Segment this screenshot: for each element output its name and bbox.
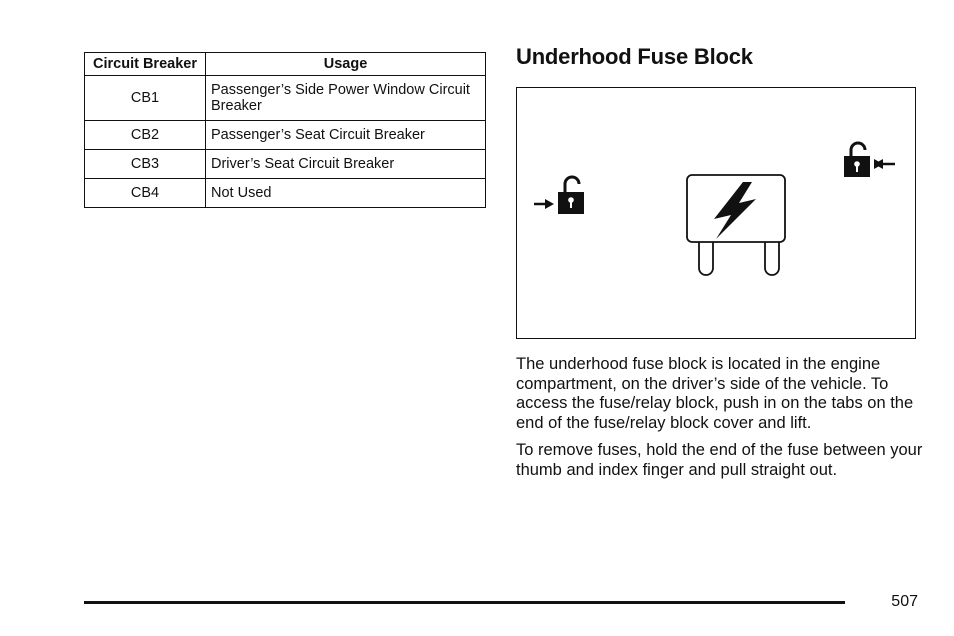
breaker-usage: Driver’s Seat Circuit Breaker <box>206 150 486 179</box>
page-number: 507 <box>891 593 918 610</box>
arrow-right-icon <box>534 199 554 209</box>
fuse-block-figure <box>516 87 916 339</box>
table-row <box>85 179 486 208</box>
footer-rule <box>84 601 845 604</box>
breaker-id: CB4 <box>85 179 206 208</box>
paragraph: The underhood fuse block is located in the engine compartment, on the driver’s side of the vehicle. To access the fuse/relay block, push in on the tabs on the end of the fuse/relay block cover and lift. <box>516 355 914 432</box>
section-body <box>516 355 926 488</box>
fuse-block-illustration <box>517 88 914 337</box>
table-header-row <box>85 53 486 76</box>
circuit-breaker-table <box>84 52 486 208</box>
breaker-id: CB1 <box>85 76 206 121</box>
breaker-usage: Passenger’s Seat Circuit Breaker <box>206 121 486 150</box>
table-row <box>85 121 486 150</box>
column-header-usage: Usage <box>206 53 486 76</box>
breaker-id: CB3 <box>85 150 206 179</box>
unlock-icon <box>844 143 870 177</box>
section-title: Underhood Fuse Block <box>516 44 753 69</box>
table-row <box>85 76 486 121</box>
unlock-icon <box>558 177 584 214</box>
breaker-usage: Not Used <box>206 179 486 208</box>
breaker-id: CB2 <box>85 121 206 150</box>
arrow-left-icon <box>874 159 895 169</box>
column-header-circuit-breaker: Circuit Breaker <box>85 53 206 76</box>
fuse-icon <box>687 175 785 275</box>
paragraph: To remove fuses, hold the end of the fuse between your thumb and index finger and pull straight out. <box>516 441 923 479</box>
table-row <box>85 150 486 179</box>
breaker-usage: Passenger’s Side Power Window Circuit Breaker <box>206 76 486 121</box>
